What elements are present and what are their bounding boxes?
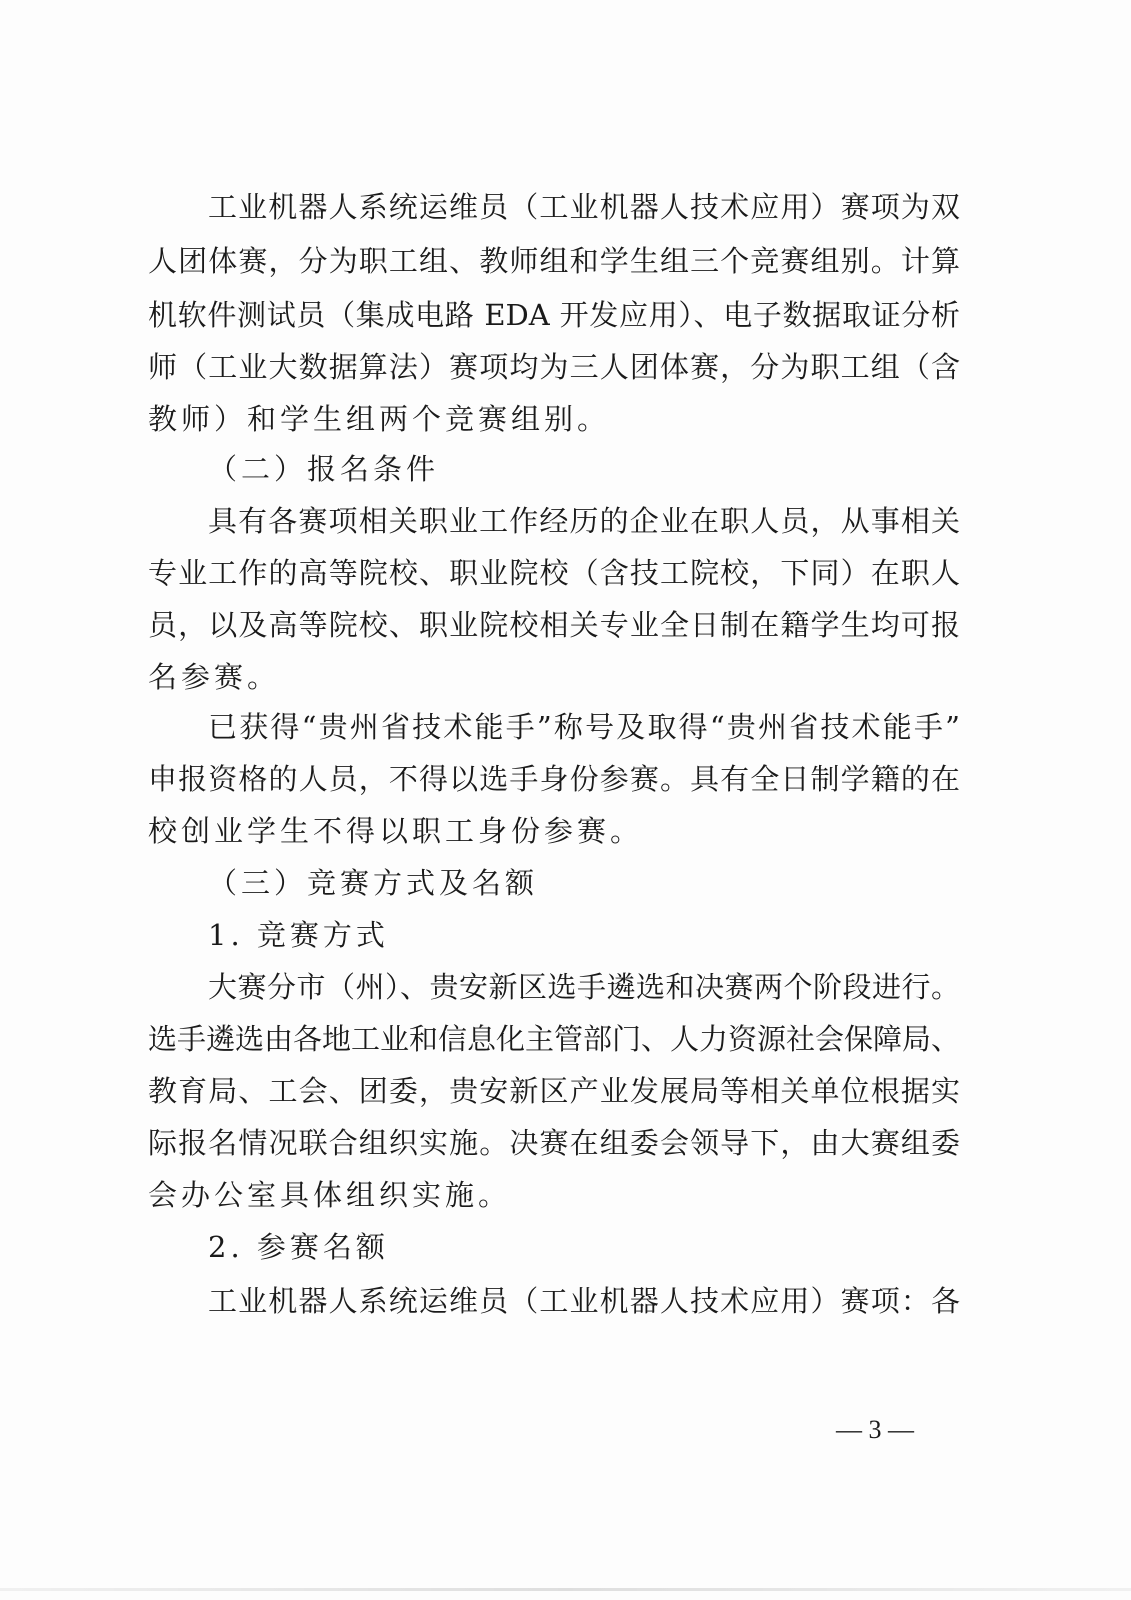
page-number: — 3 — xyxy=(836,1415,914,1444)
paragraph-line: 校创业学生不得以职工身份参赛。 xyxy=(148,814,644,848)
paragraph-line: 工业机器人系统运维员（工业机器人技术应用）赛项为双 xyxy=(208,190,960,224)
paragraph-line: 人团体赛，分为职工组、教师组和学生组三个竞赛组别。计算 xyxy=(148,244,960,278)
subsection-heading: 1. 竞赛方式 xyxy=(208,918,389,952)
paragraph-line: 已获得“贵州省技术能手”称号及取得“贵州省技术能手” xyxy=(208,710,960,744)
subsection-heading: 2. 参赛名额 xyxy=(208,1230,389,1264)
paragraph-line: 员，以及高等院校、职业院校相关专业全日制在籍学生均可报 xyxy=(148,608,960,642)
paragraph-line: 具有各赛项相关职业工作经历的企业在职人员，从事相关 xyxy=(208,504,960,538)
paragraph-line: 工业机器人系统运维员（工业机器人技术应用）赛项：各 xyxy=(208,1284,960,1318)
paragraph-line: 会办公室具体组织实施。 xyxy=(148,1178,512,1212)
paragraph-line: 选手遴选由各地工业和信息化主管部门、人力资源社会保障局、 xyxy=(148,1022,961,1056)
paragraph-line: 名参赛。 xyxy=(148,660,281,694)
paragraph-line: 教育局、工会、团委，贵安新区产业发展局等相关单位根据实 xyxy=(148,1074,960,1108)
paragraph-line: 机软件测试员（集成电路 EDA 开发应用）、电子数据取证分析 xyxy=(148,298,960,332)
section-heading: （二）报名条件 xyxy=(208,452,440,486)
paragraph-line: 际报名情况联合组织实施。决赛在组委会领导下，由大赛组委 xyxy=(148,1126,960,1160)
paragraph-line: 教师）和学生组两个竞赛组别。 xyxy=(148,402,611,436)
paragraph-line: 师（工业大数据算法）赛项均为三人团体赛，分为职工组（含 xyxy=(148,350,960,384)
scan-edge-shadow xyxy=(0,1588,1131,1591)
section-heading: （三）竞赛方式及名额 xyxy=(208,866,539,900)
paragraph-line: 专业工作的高等院校、职业院校（含技工院校，下同）在职人 xyxy=(148,556,960,590)
paragraph-line: 申报资格的人员，不得以选手身份参赛。具有全日制学籍的在 xyxy=(148,762,960,796)
paragraph-line: 大赛分市（州）、贵安新区选手遴选和决赛两个阶段进行。 xyxy=(208,970,960,1004)
